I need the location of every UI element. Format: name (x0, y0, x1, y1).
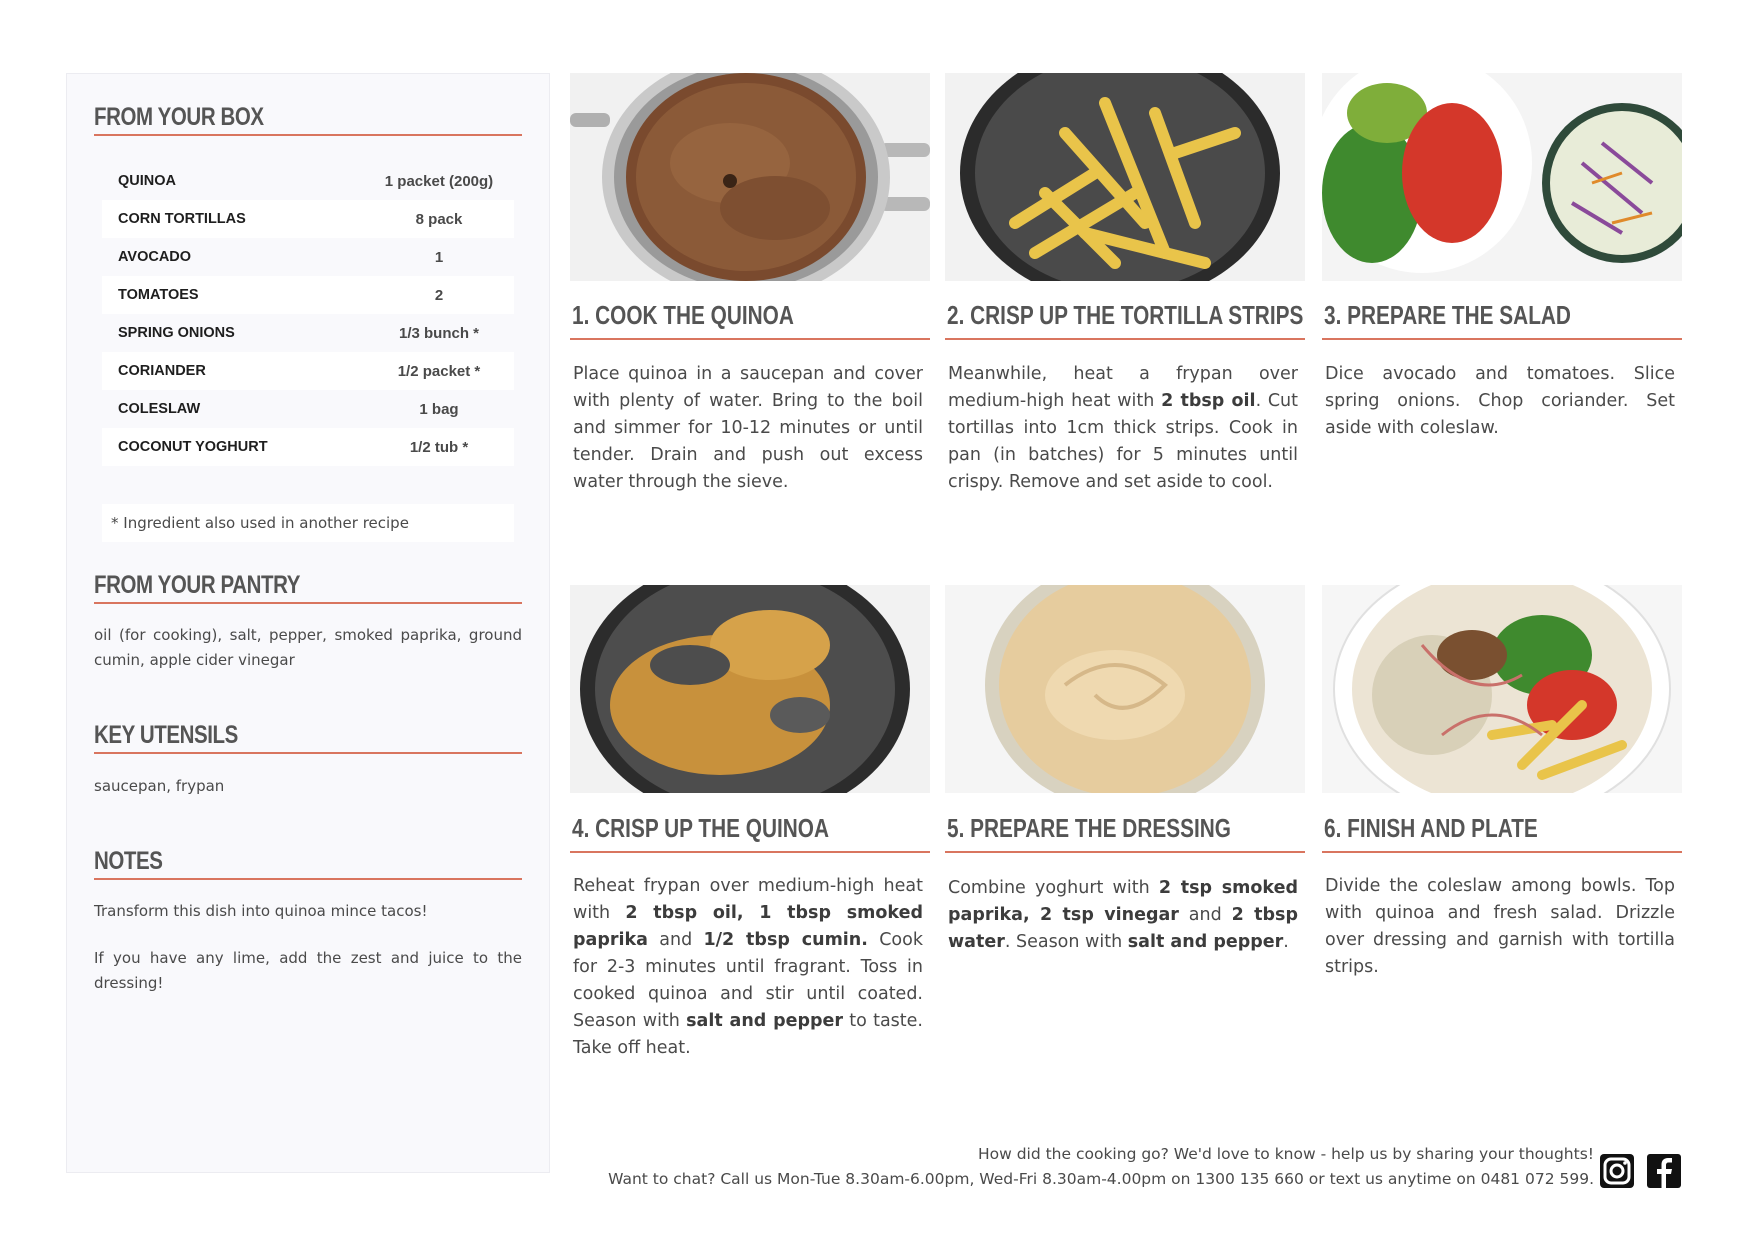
instruction-text: Divide the coleslaw among bowls. Top with quinoa and fresh salad. Drizzle over dressing and garnish with tortilla strips. (1325, 876, 1675, 977)
ingredient-quantity: 1 bag (419, 400, 459, 418)
section-divider (94, 878, 522, 880)
step-5-title: 5. PREPARE THE DRESSING (947, 813, 1231, 843)
ingredient-table (102, 162, 514, 466)
section-divider (94, 602, 522, 604)
contact-line: Want to chat? Call us Mon-Tue 8.30am-6.00pm, Wed-Fri 8.30am-4.00pm on 1300 135 660 or text us anytime on 0481 072 599. (608, 1170, 1594, 1188)
step-divider (1322, 851, 1682, 853)
instagram-icon[interactable] (1598, 1152, 1636, 1190)
ingredient-name: TOMATOES (118, 287, 199, 303)
instruction-text: Meanwhile, heat a frypan over medium-high heat with (948, 364, 1298, 411)
ingredients-sidebar (66, 73, 550, 1173)
step-2-photo (945, 73, 1305, 281)
step-5-text (948, 875, 1298, 956)
bold-ingredient-text: salt and pepper (1127, 932, 1284, 952)
ingredient-quantity: 1 (434, 248, 444, 266)
step-3-photo (1322, 73, 1682, 281)
step-1-title: 1. COOK THE QUINOA (572, 300, 794, 330)
instruction-text: Cook for 2-3 minutes until fragrant. Toss in cooked quinoa and stir until coated. Season with (573, 930, 923, 1031)
step-divider (945, 338, 1305, 340)
facebook-icon[interactable] (1645, 1152, 1683, 1190)
step-5-photo (945, 585, 1305, 793)
ingredient-name: AVOCADO (118, 249, 192, 265)
bold-ingredient-text: 2 tbsp water (948, 905, 1298, 952)
ingredient-quantity: 1/3 bunch * (398, 324, 480, 342)
ingredient-row (102, 276, 514, 314)
ingredient-name: COLESLAW (118, 401, 201, 417)
feedback-line: How did the cooking go? We'd love to know - help us by sharing your thoughts! (977, 1145, 1594, 1163)
instruction-text: Reheat frypan over medium-high heat with (573, 876, 923, 923)
step-divider (1322, 338, 1682, 340)
step-1-photo (570, 73, 930, 281)
step-4-title: 4. CRISP UP THE QUINOA (572, 813, 829, 843)
bold-ingredient-text: 2 tbsp oil (1161, 391, 1256, 411)
from-your-pantry-heading: FROM YOUR PANTRY (94, 571, 301, 599)
step-6-text (1325, 873, 1675, 981)
instruction-text: Dice avocado and tomatoes. Slice spring onions. Chop coriander. Set aside with coleslaw. (1325, 364, 1675, 438)
section-divider (94, 752, 522, 754)
ingredient-row (102, 428, 514, 466)
ingredient-row (102, 352, 514, 390)
instruction-text: Combine yoghurt with (948, 878, 1159, 898)
step-6-photo (1322, 585, 1682, 793)
instruction-text: . Season with (1004, 932, 1128, 952)
instruction-text: . (1283, 932, 1289, 952)
ingredient-row (102, 314, 514, 352)
ingredient-quantity: 1/2 tub * (409, 438, 469, 456)
ingredient-quantity: 8 pack (415, 210, 463, 228)
shared-ingredient-note: * Ingredient also used in another recipe (102, 504, 514, 542)
step-3-title: 3. PREPARE THE SALAD (1324, 300, 1571, 330)
ingredient-name: SPRING ONIONS (118, 325, 235, 341)
instruction-text: Place quinoa in a saucepan and cover with plenty of water. Bring to the boil and simmer for 10-12 minutes or until tender. Drain and push out excess water through the sieve. (573, 364, 923, 492)
step-4-text (573, 873, 923, 1062)
note-text: Transform this dish into quinoa mince tacos! (94, 902, 428, 920)
ingredient-row (102, 162, 514, 200)
ingredient-row (102, 390, 514, 428)
instruction-text: . Cut tortillas into 1cm thick strips. Cook in pan (in batches) for 5 minutes until crispy. Remove and set aside to cool. (948, 391, 1298, 492)
instruction-text: and (1178, 905, 1232, 925)
step-divider (945, 851, 1305, 853)
bold-ingredient-text: salt and pepper (686, 1011, 844, 1031)
ingredient-row (102, 200, 514, 238)
ingredient-quantity: 1 packet (200g) (384, 172, 494, 190)
step-2-title: 2. CRISP UP THE TORTILLA STRIPS (947, 300, 1304, 330)
instruction-text: to taste. Take off heat. (573, 1011, 923, 1058)
utensils-list: saucepan, frypan (94, 777, 225, 795)
key-utensils-heading: KEY UTENSILS (94, 721, 238, 749)
ingredient-quantity: 2 (434, 286, 444, 304)
notes-heading: NOTES (94, 847, 163, 875)
step-divider (570, 338, 930, 340)
ingredient-name: CORIANDER (118, 363, 206, 379)
ingredient-row (102, 238, 514, 276)
pantry-items: oil (for cooking), salt, pepper, smoked paprika, ground cumin, apple cider vinegar (94, 626, 522, 669)
step-3-text (1325, 361, 1675, 442)
step-1-text (573, 361, 923, 496)
bold-ingredient-text: 2 tbsp oil, 1 tbsp smoked paprika (573, 903, 923, 950)
bold-ingredient-text: 2 tsp smoked paprika, 2 tsp vinegar (948, 878, 1298, 925)
ingredient-quantity: 1/2 packet * (397, 362, 481, 380)
instruction-text: and (647, 930, 704, 950)
from-your-box-heading: FROM YOUR BOX (94, 103, 264, 131)
step-4-photo (570, 585, 930, 793)
bold-ingredient-text: 1/2 tbsp cumin. (703, 930, 868, 950)
step-2-text (948, 361, 1298, 496)
section-divider (94, 134, 522, 136)
ingredient-name: CORN TORTILLAS (118, 211, 246, 227)
ingredient-name: QUINOA (118, 173, 176, 189)
step-6-title: 6. FINISH AND PLATE (1324, 813, 1538, 843)
ingredient-name: COCONUT YOGHURT (118, 439, 268, 455)
step-divider (570, 851, 930, 853)
note-text: If you have any lime, add the zest and juice to the dressing! (94, 949, 522, 992)
